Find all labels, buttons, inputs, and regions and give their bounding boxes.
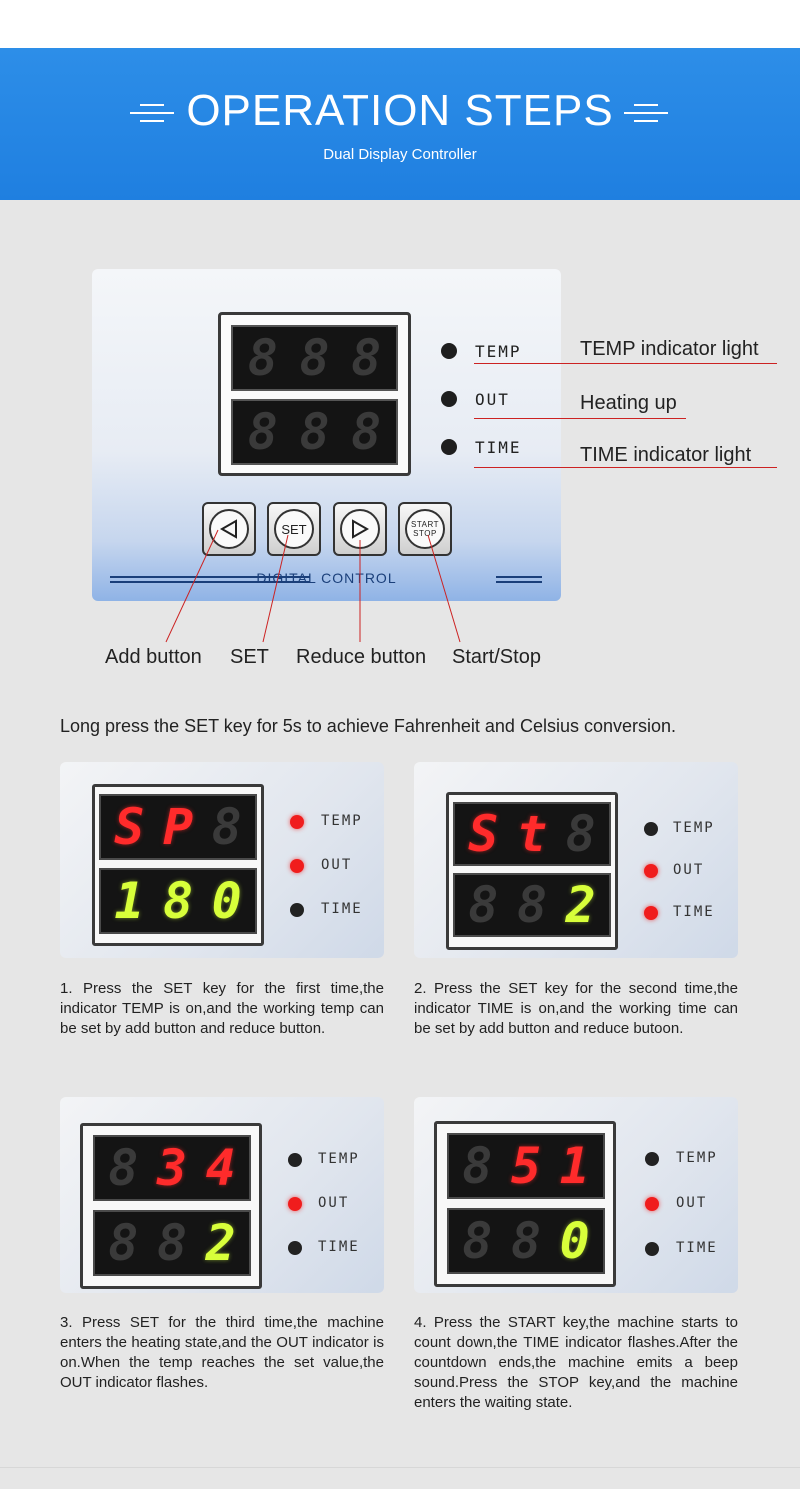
brand-text: DIGITAL CONTROL [256,570,397,586]
step-display-frame [80,1123,262,1289]
panel-bottom-digit: 8 [247,403,278,461]
step-digit: 8 [156,1214,188,1272]
time-callout: TIME indicator light [580,444,752,466]
step-digit: S [114,798,145,856]
temp-label: TEMP [676,1150,718,1166]
step-top-display [93,1135,251,1201]
footer-divider [0,1467,800,1489]
out-label: OUT [475,390,510,409]
time-label: TIME [318,1239,360,1255]
start-label: START [411,520,439,529]
temp-label: TEMP [318,1151,360,1167]
page-subtitle: Dual Display Controller [323,146,477,163]
step-digit: 3 [156,1139,188,1197]
step-digit: 8 [565,805,596,863]
temp-indicator-light [644,822,658,836]
step-bottom-display [93,1210,251,1276]
step-bottom-display [453,873,611,937]
panel-top-digit: 8 [247,329,278,387]
step-digit: 8 [108,1139,139,1197]
step-digit: 8 [108,1214,139,1272]
step-digit: 5 [510,1137,542,1195]
out-callout: Heating up [580,392,677,414]
temp-label: TEMP [673,820,715,836]
time-label: TIME [475,438,522,457]
step-digit: 2 [205,1214,236,1272]
step-2-text: 2. Press the SET key for the second time,the indicator TIME is on,and the working time can be set by add button and reduce butoon. [414,980,738,1037]
panel-bottom-digit: 8 [299,403,330,461]
step-top-display [453,802,611,866]
panel-bottom-digit: 8 [351,403,382,461]
time-indicator-light [290,903,304,917]
button-leader-lines [0,0,800,700]
step-display-frame [92,784,264,946]
step-1-image [60,762,384,958]
step-digit: 2 [565,876,596,934]
step-display-frame [446,792,618,950]
time-label: TIME [676,1240,718,1256]
temp-label: TEMP [475,342,522,361]
step-digit: 0 [211,872,242,930]
page-title: OPERATION STEPS [186,86,614,135]
step-1-text: 1. Press the SET key for the first time,the indicator TEMP is on,and the working temp can be set by add button and reduce button. [60,980,384,1037]
temp-indicator-light [645,1152,659,1166]
temp-callout: TEMP indicator light [580,338,759,360]
time-indicator-light [288,1241,302,1255]
step-4-text: 4. Press the START key,the machine starts to count down,the TIME indicator flashes.After the countdown ends,the machine emits a beep sound.Press the STOP key,and the machine enters the waiting state. [414,1314,738,1411]
step-digit: P [162,798,194,856]
step-digit: 8 [462,1137,493,1195]
set-callout: SET [230,646,269,668]
time-indicator-light [644,906,658,920]
stop-label: STOP [413,529,437,538]
start-stop-callout: Start/Stop [452,646,541,668]
step-digit: 1 [114,872,145,930]
temp-indicator-light [288,1153,302,1167]
time-indicator-light [645,1242,659,1256]
step-digit: 1 [559,1137,590,1195]
step-3-text: 3. Press SET for the third time,the machine enters the heating state,and the OUT indicator is on.When the temp reaches the set value,the OUT indicator flashes. [60,1314,384,1391]
step-top-display [99,794,257,860]
out-indicator-light [290,859,304,873]
out-label: OUT [318,1195,350,1211]
step-4-image [414,1097,738,1293]
step-digit: 8 [516,876,548,934]
time-label: TIME [673,904,715,920]
out-indicator-light [288,1197,302,1211]
out-label: OUT [321,857,353,873]
out-indicator-light [645,1197,659,1211]
step-digit: t [516,805,548,863]
step-top-display [447,1133,605,1199]
panel-top-digit: 8 [299,329,330,387]
step-digit: 8 [211,798,242,856]
out-label: OUT [673,862,705,878]
temp-label: TEMP [321,813,363,829]
step-digit: 8 [468,876,499,934]
step-digit: 0 [559,1212,590,1270]
step-digit: 4 [205,1139,236,1197]
step-bottom-display [99,868,257,934]
step-digit: 8 [162,872,194,930]
time-label: TIME [321,901,363,917]
out-indicator-light [644,864,658,878]
reduce-button-callout: Reduce button [296,646,427,668]
step-digit: 8 [462,1212,493,1270]
step-digit: S [468,805,499,863]
temp-indicator-light [290,815,304,829]
set-button-label: SET [274,509,314,549]
step-2-image [414,762,738,958]
out-label: OUT [676,1195,708,1211]
step-3-image [60,1097,384,1293]
step-display-frame [434,1121,616,1287]
step-bottom-display [447,1208,605,1274]
add-button-callout: Add button [105,646,202,668]
panel-top-digit: 8 [351,329,382,387]
long-press-note: Long press the SET key for 5s to achieve Fahrenheit and Celsius conversion. [60,716,677,736]
step-digit: 8 [510,1212,542,1270]
